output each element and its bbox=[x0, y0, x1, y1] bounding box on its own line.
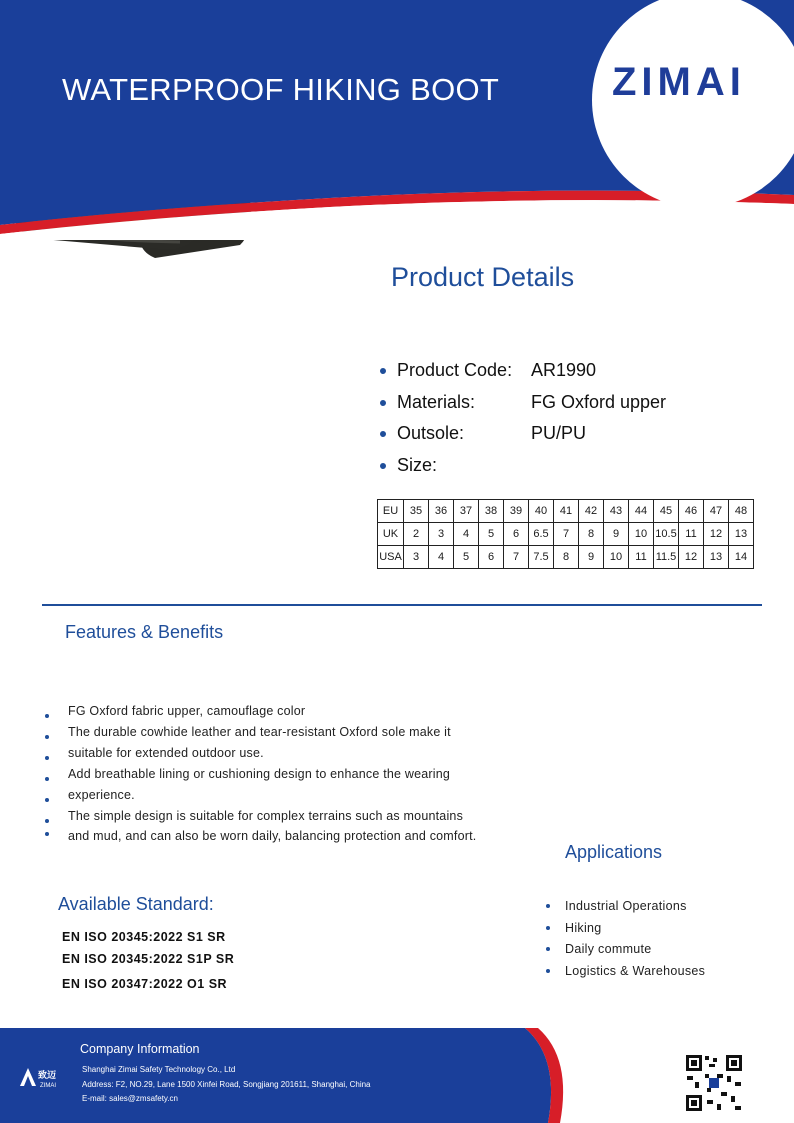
size-cell: 8 bbox=[579, 523, 604, 546]
brand-logo: ZIMAI bbox=[612, 60, 746, 104]
spec-value: FG Oxford upper bbox=[531, 392, 667, 412]
size-cell: 10.5 bbox=[654, 523, 679, 546]
standards-title: Available Standard: bbox=[58, 894, 214, 914]
bullet-icon bbox=[380, 368, 386, 374]
size-cell: 45 bbox=[654, 500, 679, 523]
bullet-icon bbox=[45, 819, 49, 823]
page-title: WATERPROOF HIKING BOOT bbox=[62, 72, 500, 107]
size-cell: 46 bbox=[679, 500, 704, 523]
applications-title: Applications bbox=[565, 842, 663, 862]
footer-logo-cn: 致迈 bbox=[38, 1070, 57, 1080]
size-cell: 6 bbox=[479, 546, 504, 569]
size-cell: 38 bbox=[479, 500, 504, 523]
size-table-row bbox=[378, 546, 754, 569]
product-details-title: Product Details bbox=[391, 262, 575, 292]
size-cell: 47 bbox=[704, 500, 729, 523]
size-cell: 5 bbox=[454, 546, 479, 569]
company-address: Address: F2, NO.29, Lane 1500 Xinfei Road, Songjiang 201611, Shanghai, China bbox=[82, 1080, 371, 1089]
qr-code-icon bbox=[683, 1052, 745, 1114]
size-cell: 48 bbox=[729, 500, 754, 523]
size-cell: 9 bbox=[604, 523, 629, 546]
size-cell: 6 bbox=[504, 523, 529, 546]
bullet-icon bbox=[45, 777, 49, 781]
size-cell: 5 bbox=[479, 523, 504, 546]
standard-item: EN ISO 20347:2022 O1 SR bbox=[62, 977, 228, 991]
size-row-label: EU bbox=[378, 500, 404, 523]
bullet-icon bbox=[45, 756, 49, 760]
bullet-icon bbox=[546, 926, 550, 930]
size-cell: 7 bbox=[554, 523, 579, 546]
size-cell: 3 bbox=[404, 546, 429, 569]
feature-line: FG Oxford fabric upper, camouflage color bbox=[68, 704, 306, 718]
application-label: Industrial Operations bbox=[565, 899, 687, 913]
feature-line: suitable for extended outdoor use. bbox=[68, 746, 264, 760]
feature-line: The simple design is suitable for complex terrains such as mountains bbox=[68, 809, 464, 823]
feature-line: and mud, and can also be worn daily, balancing protection and comfort. bbox=[68, 829, 477, 843]
size-cell: 12 bbox=[679, 546, 704, 569]
size-cell: 4 bbox=[429, 546, 454, 569]
feature-line: experience. bbox=[68, 788, 135, 802]
application-label: Logistics & Warehouses bbox=[565, 964, 706, 978]
size-table-row bbox=[378, 500, 754, 523]
size-cell: 42 bbox=[579, 500, 604, 523]
size-cell: 43 bbox=[604, 500, 629, 523]
size-cell: 9 bbox=[579, 546, 604, 569]
bullet-icon bbox=[45, 735, 49, 739]
size-table-row bbox=[378, 523, 754, 546]
size-cell: 11 bbox=[629, 546, 654, 569]
size-cell: 39 bbox=[504, 500, 529, 523]
size-cell: 35 bbox=[404, 500, 429, 523]
feature-line: The durable cowhide leather and tear-resistant Oxford sole make it bbox=[68, 725, 451, 739]
company-name: Shanghai Zimai Safety Technology Co., Ltd bbox=[82, 1065, 236, 1074]
bullet-icon bbox=[380, 400, 386, 406]
size-cell: 4 bbox=[454, 523, 479, 546]
size-cell: 12 bbox=[704, 523, 729, 546]
size-cell: 13 bbox=[704, 546, 729, 569]
feature-line: Add breathable lining or cushioning design to enhance the wearing bbox=[68, 767, 451, 781]
size-cell: 44 bbox=[629, 500, 654, 523]
size-cell: 41 bbox=[554, 500, 579, 523]
size-cell: 7 bbox=[504, 546, 529, 569]
size-row-label: UK bbox=[378, 523, 404, 546]
size-cell: 36 bbox=[429, 500, 454, 523]
size-cell: 40 bbox=[529, 500, 554, 523]
spec-label: Outsole: bbox=[397, 423, 465, 443]
application-label: Hiking bbox=[565, 921, 602, 935]
standard-item: EN ISO 20345:2022 S1 SR bbox=[62, 930, 226, 944]
size-cell: 3 bbox=[429, 523, 454, 546]
size-cell: 13 bbox=[729, 523, 754, 546]
size-cell: 8 bbox=[554, 546, 579, 569]
size-cell: 37 bbox=[454, 500, 479, 523]
size-cell: 10 bbox=[604, 546, 629, 569]
size-cell: 11 bbox=[679, 523, 704, 546]
bullet-icon bbox=[546, 947, 550, 951]
size-cell: 14 bbox=[729, 546, 754, 569]
footer-logo-icon bbox=[18, 1066, 38, 1090]
header-banner bbox=[0, 0, 794, 240]
spec-value: PU/PU bbox=[531, 423, 587, 443]
standard-item: EN ISO 20345:2022 S1P SR bbox=[62, 952, 235, 966]
spec-label: Product Code: bbox=[397, 360, 513, 380]
size-cell: 11.5 bbox=[654, 546, 679, 569]
company-email: E-mail: sales@zmsafety.cn bbox=[82, 1094, 178, 1103]
bullet-icon bbox=[380, 463, 386, 469]
size-row-label: USA bbox=[378, 546, 404, 569]
size-cell: 10 bbox=[629, 523, 654, 546]
bullet-icon bbox=[45, 798, 49, 802]
bullet-icon bbox=[546, 904, 550, 908]
application-label: Daily commute bbox=[565, 942, 652, 956]
section-divider bbox=[42, 604, 762, 606]
size-cell: 2 bbox=[404, 523, 429, 546]
size-table bbox=[377, 499, 754, 569]
bullet-icon bbox=[45, 832, 49, 836]
features-title: Features & Benefits bbox=[65, 622, 224, 642]
size-cell: 7.5 bbox=[529, 546, 554, 569]
spec-label: Materials: bbox=[397, 392, 476, 412]
spec-label: Size: bbox=[397, 455, 438, 475]
bullet-icon bbox=[546, 969, 550, 973]
company-info-title: Company Information bbox=[80, 1042, 200, 1056]
footer-logo-en: ZIMAI bbox=[40, 1083, 56, 1089]
size-cell: 6.5 bbox=[529, 523, 554, 546]
spec-value: AR1990 bbox=[531, 360, 597, 380]
bullet-icon bbox=[380, 431, 386, 437]
bullet-icon bbox=[45, 714, 49, 718]
